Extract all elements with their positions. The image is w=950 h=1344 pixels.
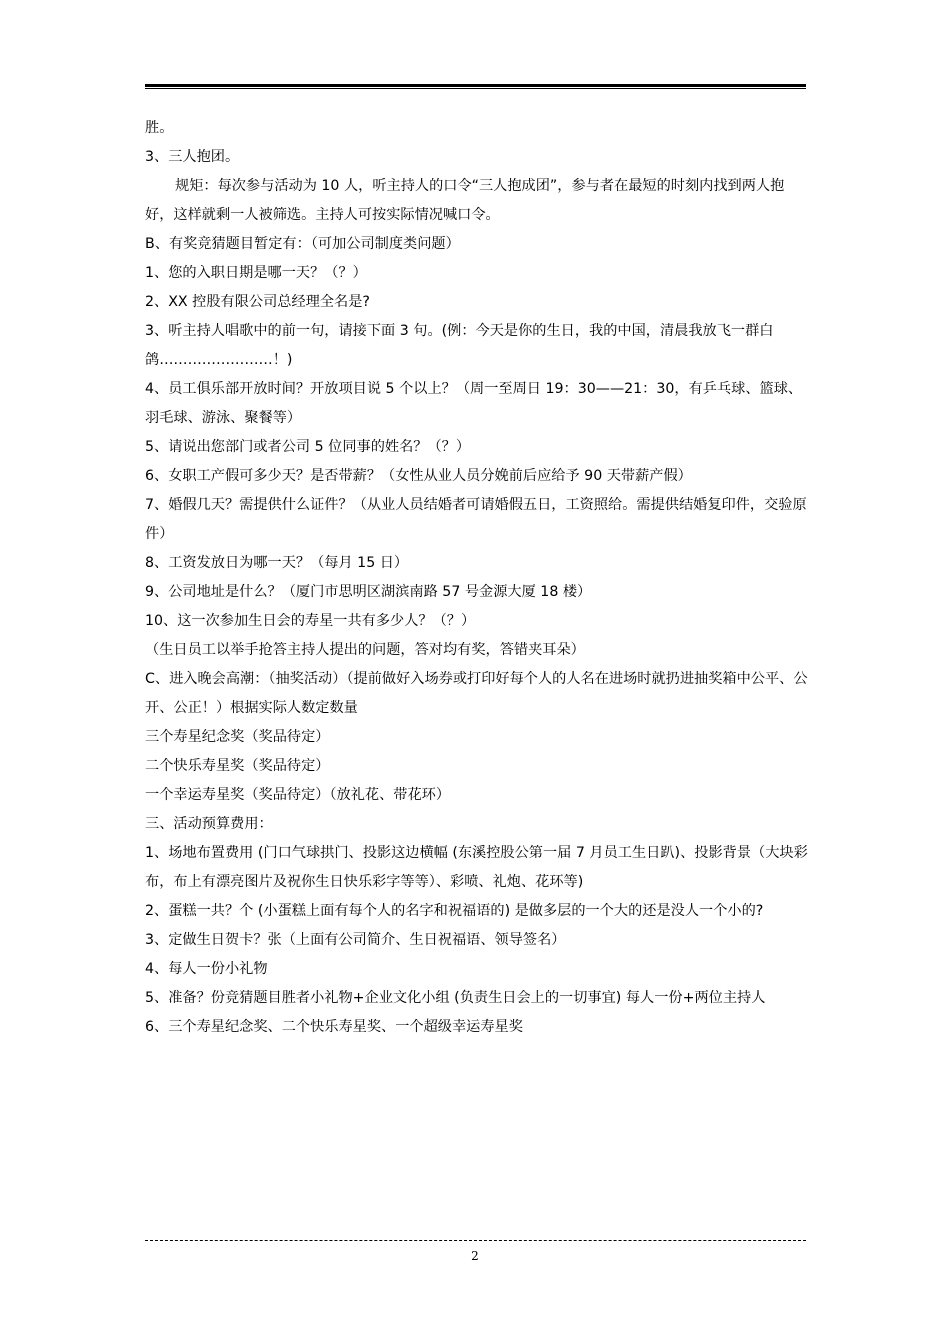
budget-item: 3、定做生日贺卡？张（上面有公司简介、生日祝福语、领导签名） xyxy=(145,932,566,948)
quiz-item: 6、女职工产假可多少天？是否带薪？（女性从业人员分娩前后应给予 90 天带薪产假） xyxy=(145,468,692,484)
header-rule xyxy=(145,84,806,89)
quiz-item: 9、公司地址是什么？（厦门市思明区湖滨南路 57 号金源大厦 18 楼） xyxy=(145,584,592,600)
prize-item: 二个快乐寿星奖（奖品待定） xyxy=(145,758,330,774)
footer-rule xyxy=(145,1240,806,1241)
rule-paragraph: 规矩：每次参与活动为 10 人，听主持人的口令“三人抱成团”，参与者在最短的时刻内找到两人抱好，这样就剩一人被筛选。主持人可按实际情况喊口令。 xyxy=(145,178,785,223)
budget-item: 2、蛋糕一共？个 (小蛋糕上面有每个人的名字和祝福语的) 是做多层的一个大的还是没人一个小的? xyxy=(145,903,764,919)
list-item-heading: 3、三人抱团。 xyxy=(145,149,240,165)
quiz-item: 8、工资发放日为哪一天？（每月 15 日） xyxy=(145,555,409,571)
budget-item: 4、每人一份小礼物 xyxy=(145,961,268,977)
text-line: 胜。 xyxy=(145,120,174,136)
page-number: 2 xyxy=(471,1249,479,1263)
budget-item: 1、场地布置费用 (门口气球拱门、投影这边横幅 (东溪控股公第一届 7 月员工生日趴)、投影背景（大块彩布，布上有漂亮图片及祝你生日快乐彩字等等）、彩喷、礼炮、花环等) xyxy=(145,845,808,890)
section-heading-c: C、进入晚会高潮：（抽奖活动）（提前做好入场券或打印好每个人的人名在进场时就扔进抽奖箱中公平、公开、公正！）根据实际人数定数量 xyxy=(145,671,808,716)
quiz-note: （生日员工以举手抢答主持人提出的问题，答对均有奖，答错夹耳朵） xyxy=(145,642,585,658)
section-heading-b: B、有奖竞猜题目暂定有：（可加公司制度类问题） xyxy=(145,236,460,252)
quiz-item: 2、XX 控股有限公司总经理全名是? xyxy=(145,294,370,310)
quiz-item: 5、请说出您部门或者公司 5 位同事的姓名？（？） xyxy=(145,439,471,455)
budget-item: 6、三个寿星纪念奖、二个快乐寿星奖、一个超级幸运寿星奖 xyxy=(145,1019,523,1035)
quiz-item: 1、您的入职日期是哪一天？（？） xyxy=(145,265,367,281)
quiz-item: 3、听主持人唱歌中的前一句，请接下面 3 句。(例：今天是你的生日，我的中国，清晨我放飞一群白鸽……………………！) xyxy=(145,323,774,368)
section-heading-budget: 三、活动预算费用： xyxy=(145,816,273,832)
quiz-item: 10、这一次参加生日会的寿星一共有多少人？（？） xyxy=(145,613,476,629)
quiz-item: 4、员工俱乐部开放时间？开放项目说 5 个以上？（周一至周日 19：30——21：30，有乒乓球、篮球、羽毛球、游泳、聚餐等） xyxy=(145,381,803,426)
quiz-item: 7、婚假几天？需提供什么证件？（从业人员结婚者可请婚假五日，工资照给。需提供结婚复印件，交验原件） xyxy=(145,497,807,542)
prize-item: 一个幸运寿星奖（奖品待定）（放礼花、带花环） xyxy=(145,787,451,803)
prize-item: 三个寿星纪念奖（奖品待定） xyxy=(145,729,330,745)
budget-item: 5、准备？份竞猜题目胜者小礼物+企业文化小组 (负责生日会上的一切事宜) 每人一份+两位主持人 xyxy=(145,990,766,1006)
document-body xyxy=(145,114,810,1042)
